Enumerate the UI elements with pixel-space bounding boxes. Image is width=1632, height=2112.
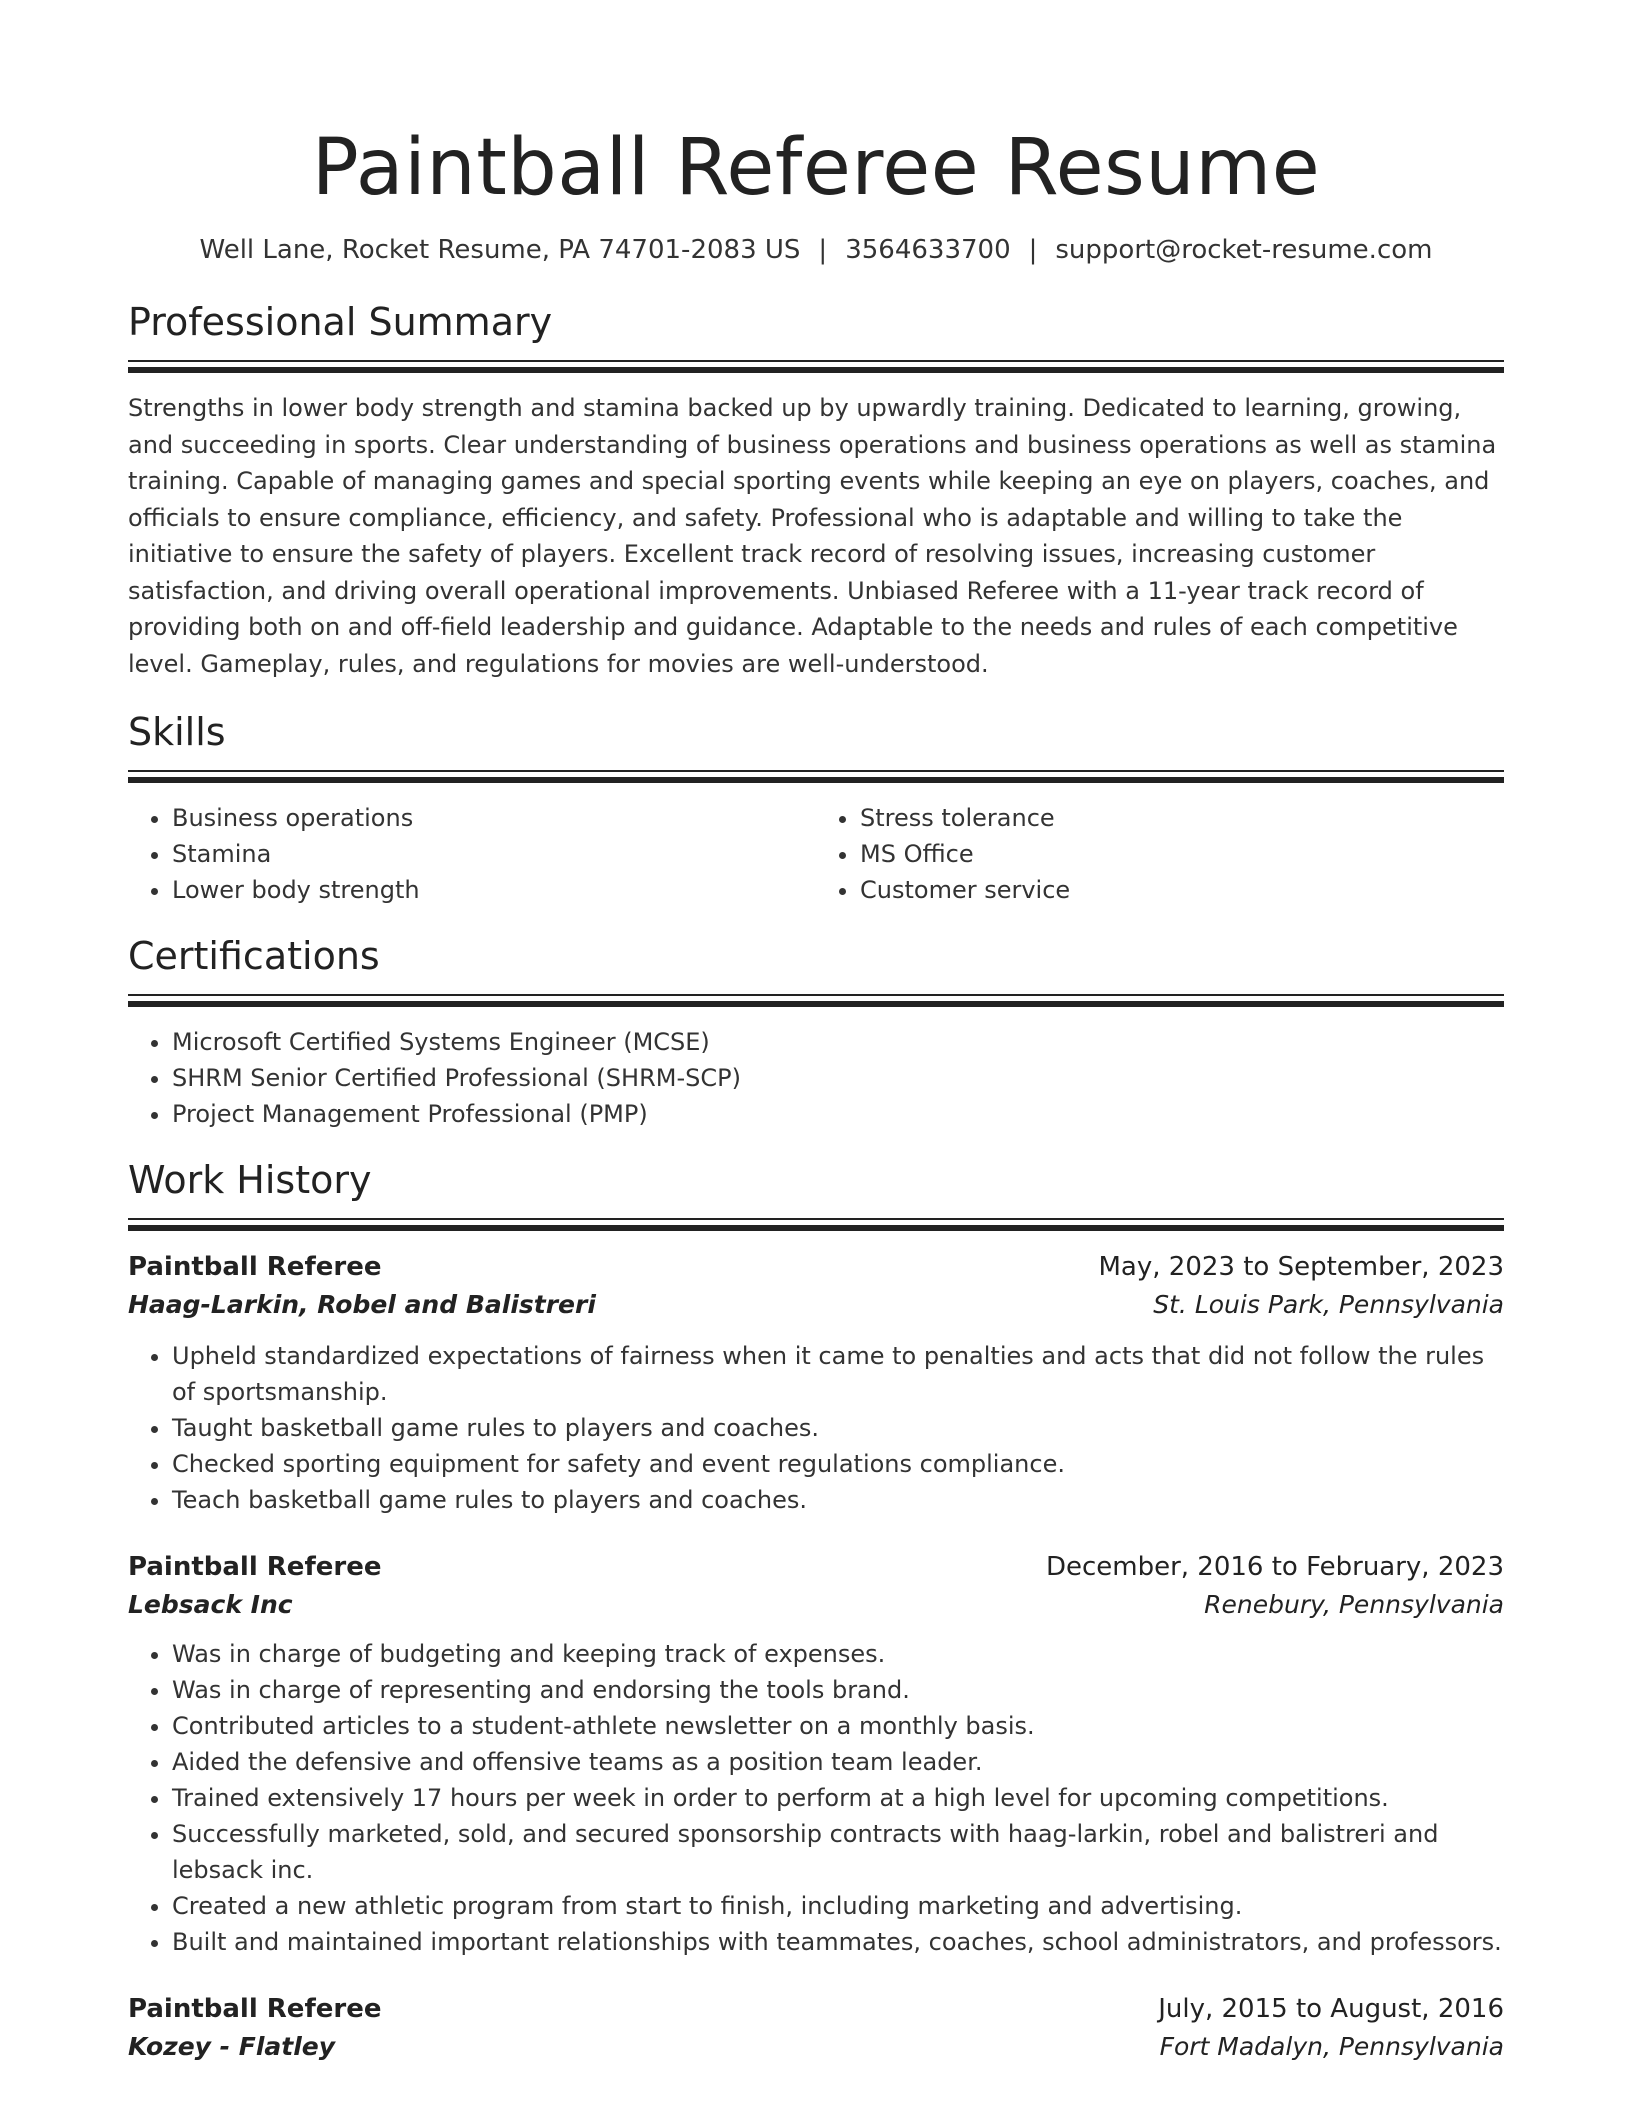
certification-item: • Microsoft Certified Systems Engineer (MCSE) [172,1024,1504,1060]
job-bullet: • Upheld standardized expectations of fairness when it came to penalties and acts that did not follow the rules of sportsmanship. [172,1338,1504,1410]
section-divider [128,360,1504,374]
certifications-list [128,1024,1504,1132]
job-bullet: • Successfully marketed, sold, and secured sponsorship contracts with haag-larkin, robel and balistreri and lebsack inc. [172,1816,1504,1888]
contact-line [128,232,1504,268]
contact-phone: 3564633700 [845,235,1011,265]
contact-separator: | [1028,235,1038,265]
skills-section [128,708,1504,908]
section-title-skills: Skills [128,710,226,754]
skills-list-left [128,800,816,908]
skill-item: • Lower body strength [172,872,816,908]
job-location: Fort Madalyn, Pennsylvania [1159,2032,1504,2061]
job-bullets [128,1636,1504,1960]
section-divider [128,1218,1504,1232]
work-history-section [128,1156,1504,2066]
job-subheader [128,1586,1504,1624]
job-header [128,1248,1504,1286]
certification-item: • SHRM Senior Certified Professional (SHRM-SCP) [172,1060,1504,1096]
job-dates: December, 2016 to February, 2023 [1045,1552,1504,1582]
section-title-certifications: Certifications [128,934,380,978]
job-title: Paintball Referee [128,1552,382,1582]
skills-list-right [816,800,1504,908]
job-bullet: • Built and maintained important relationships with teammates, coaches, school administrators, and professors. [172,1924,1504,1960]
certification-item: • Project Management Professional (PMP) [172,1096,1504,1132]
resume-title: Paintball Referee Resume [311,123,1321,213]
summary-section [128,298,1504,682]
resume-page [128,0,1504,2066]
job-bullet: • Was in charge of budgeting and keeping track of expenses. [172,1636,1504,1672]
skill-item: • Stress tolerance [860,800,1504,836]
contact-address: Well Lane, Rocket Resume, PA 74701-2083 US [199,235,801,265]
section-divider [128,770,1504,784]
certifications-section [128,932,1504,1132]
skill-item: • Customer service [860,872,1504,908]
job-bullet: • Checked sporting equipment for safety and event regulations compliance. [172,1446,1504,1482]
job-dates: May, 2023 to September, 2023 [1098,1252,1504,1282]
job-bullet: • Taught basketball game rules to players and coaches. [172,1410,1504,1446]
section-divider [128,994,1504,1008]
job-title: Paintball Referee [128,1252,382,1282]
contact-email: support@rocket-resume.com [1055,235,1433,265]
job-bullet: • Teach basketball game rules to players and coaches. [172,1482,1504,1518]
skill-item: • MS Office [860,836,1504,872]
job-subheader [128,1286,1504,1324]
contact-separator: | [818,235,828,265]
job-bullets [128,1338,1504,1518]
job-company: Kozey - Flatley [128,2032,336,2061]
job-location: Renebury, Pennsylvania [1204,1590,1504,1619]
job-entry [128,1548,1504,1960]
job-company: Haag-Larkin, Robel and Balistreri [128,1290,596,1319]
job-bullet: • Aided the defensive and offensive teams as a position team leader. [172,1744,1504,1780]
job-bullet: • Was in charge of representing and endorsing the tools brand. [172,1672,1504,1708]
job-bullet: • Created a new athletic program from start to finish, including marketing and advertising. [172,1888,1504,1924]
job-header [128,1990,1504,2028]
job-header [128,1548,1504,1586]
job-entry [128,1990,1504,2066]
summary-text: Strengths in lower body strength and stamina backed up by upwardly training. Dedicated to learning, growing, and succeeding in sports. Clear understanding of business operations and business operations as well as stamina training. Capable of managing games and special sporting events while keeping an eye on players, coaches, and officials to ensure compliance, efficiency, and safety. Professional who is adaptable and willing to take the initiative to ensure the safety of players. Excellent track record of resolving issues, increasing customer satisfaction, and driving overall operational improvements. Unbiased Referee with a 11-year track record of providing both on and off-field leadership and guidance. Adaptable to the needs and rules of each competitive level. Gameplay, rules, and regulations for movies are well-understood. [128,394,1497,678]
job-dates: July, 2015 to August, 2016 [1158,1994,1504,2024]
skills-columns [128,800,1504,908]
job-company: Lebsack Inc [128,1590,293,1619]
job-bullet: • Contributed articles to a student-athlete newsletter on a monthly basis. [172,1708,1504,1744]
job-subheader [128,2028,1504,2066]
section-title-work-history: Work History [128,1158,372,1202]
skill-item: • Business operations [172,800,816,836]
job-bullet: • Trained extensively 17 hours per week in order to perform at a high level for upcoming competitions. [172,1780,1504,1816]
section-title-summary: Professional Summary [128,300,553,344]
job-entry [128,1248,1504,1518]
job-location: St. Louis Park, Pennsylvania [1153,1290,1504,1319]
job-title: Paintball Referee [128,1994,382,2024]
skill-item: • Stamina [172,836,816,872]
